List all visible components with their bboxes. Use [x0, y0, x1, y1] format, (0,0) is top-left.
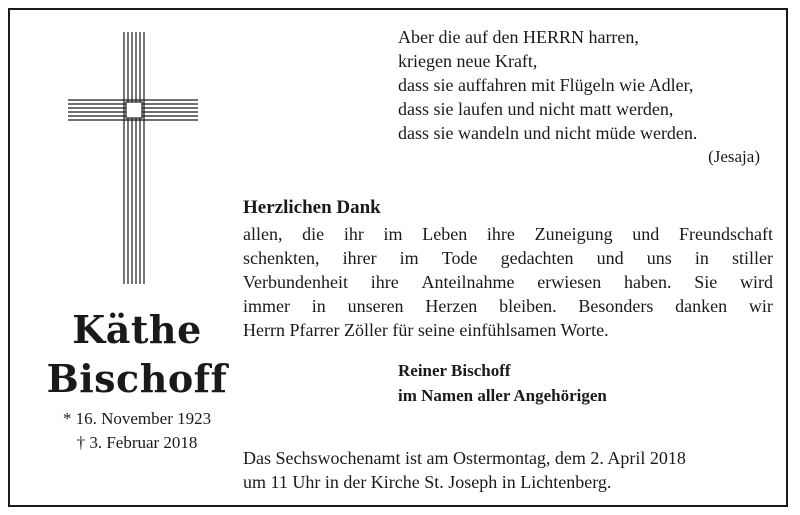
word: erwiesen [537, 272, 602, 292]
word: danken [675, 296, 728, 316]
service-line: um 11 Uhr in der Kirche St. Joseph in Lichtenberg. [243, 472, 612, 492]
verse-line: kriegen neue Kraft, [398, 51, 538, 71]
word: stiller [731, 248, 773, 268]
thanks-line [243, 270, 773, 294]
word: Freundschaft [678, 224, 773, 244]
word: bleiben. [499, 296, 557, 316]
signature-relation: im Namen aller Angehörigen [398, 386, 607, 405]
word: im [399, 248, 419, 268]
word: Herzen [425, 296, 478, 316]
word: in [694, 248, 709, 268]
word: Leben [422, 224, 468, 244]
death-date: † 3. Februar 2018 [76, 433, 198, 452]
thanks-line: Herrn Pfarrer Zöller für seine einfühlsamen Worte. [243, 320, 609, 340]
word: und [596, 248, 624, 268]
word: Besonders [578, 296, 654, 316]
thanks-heading: Herzlichen Dank [243, 197, 381, 218]
deceased-last-name: Bischoff [46, 356, 228, 401]
word: ihre [370, 272, 399, 292]
word: ihre [486, 224, 515, 244]
birth-date: * 16. November 1923 [62, 409, 212, 428]
verse-line: dass sie wandeln und nicht müde werden. [398, 123, 698, 143]
memorial-service-info [243, 446, 773, 494]
word: Tode [441, 248, 478, 268]
obituary-notice [8, 8, 788, 507]
word: wird [740, 272, 773, 292]
word: die [302, 224, 325, 244]
word: ihrer [342, 248, 377, 268]
thanks-line [243, 246, 773, 270]
thanks-line [243, 222, 773, 246]
service-line: Das Sechswochenamt ist am Ostermontag, dem 2. April 2018 [243, 448, 686, 468]
word: gedachten [500, 248, 574, 268]
verse-line: Aber die auf den HERRN harren, [398, 27, 639, 47]
signature [398, 358, 607, 408]
word: ihr [343, 224, 364, 244]
cross-icon [68, 32, 198, 284]
verse-line: dass sie auffahren mit Flügeln wie Adler, [398, 75, 694, 95]
word: Zuneigung [534, 224, 613, 244]
word: in [311, 296, 326, 316]
word: Sie [694, 272, 718, 292]
word: und [632, 224, 660, 244]
word: haben. [623, 272, 672, 292]
word: Verbundenheit [243, 272, 348, 292]
verse-source: (Jesaja) [708, 147, 760, 166]
signature-name: Reiner Bischoff [398, 361, 511, 380]
word: wir [748, 296, 773, 316]
word: immer [243, 296, 290, 316]
verse-line: dass sie laufen und nicht matt werden, [398, 99, 674, 119]
bible-verse [398, 25, 768, 166]
thanks-line [243, 294, 773, 318]
word: uns [646, 248, 672, 268]
word: schenkten, [243, 248, 320, 268]
deceased-first-name: Käthe [72, 307, 202, 352]
thanks-text [243, 222, 773, 342]
word: im [383, 224, 403, 244]
word: Anteilnahme [421, 272, 515, 292]
word: allen, [243, 224, 283, 244]
word: unseren [347, 296, 404, 316]
